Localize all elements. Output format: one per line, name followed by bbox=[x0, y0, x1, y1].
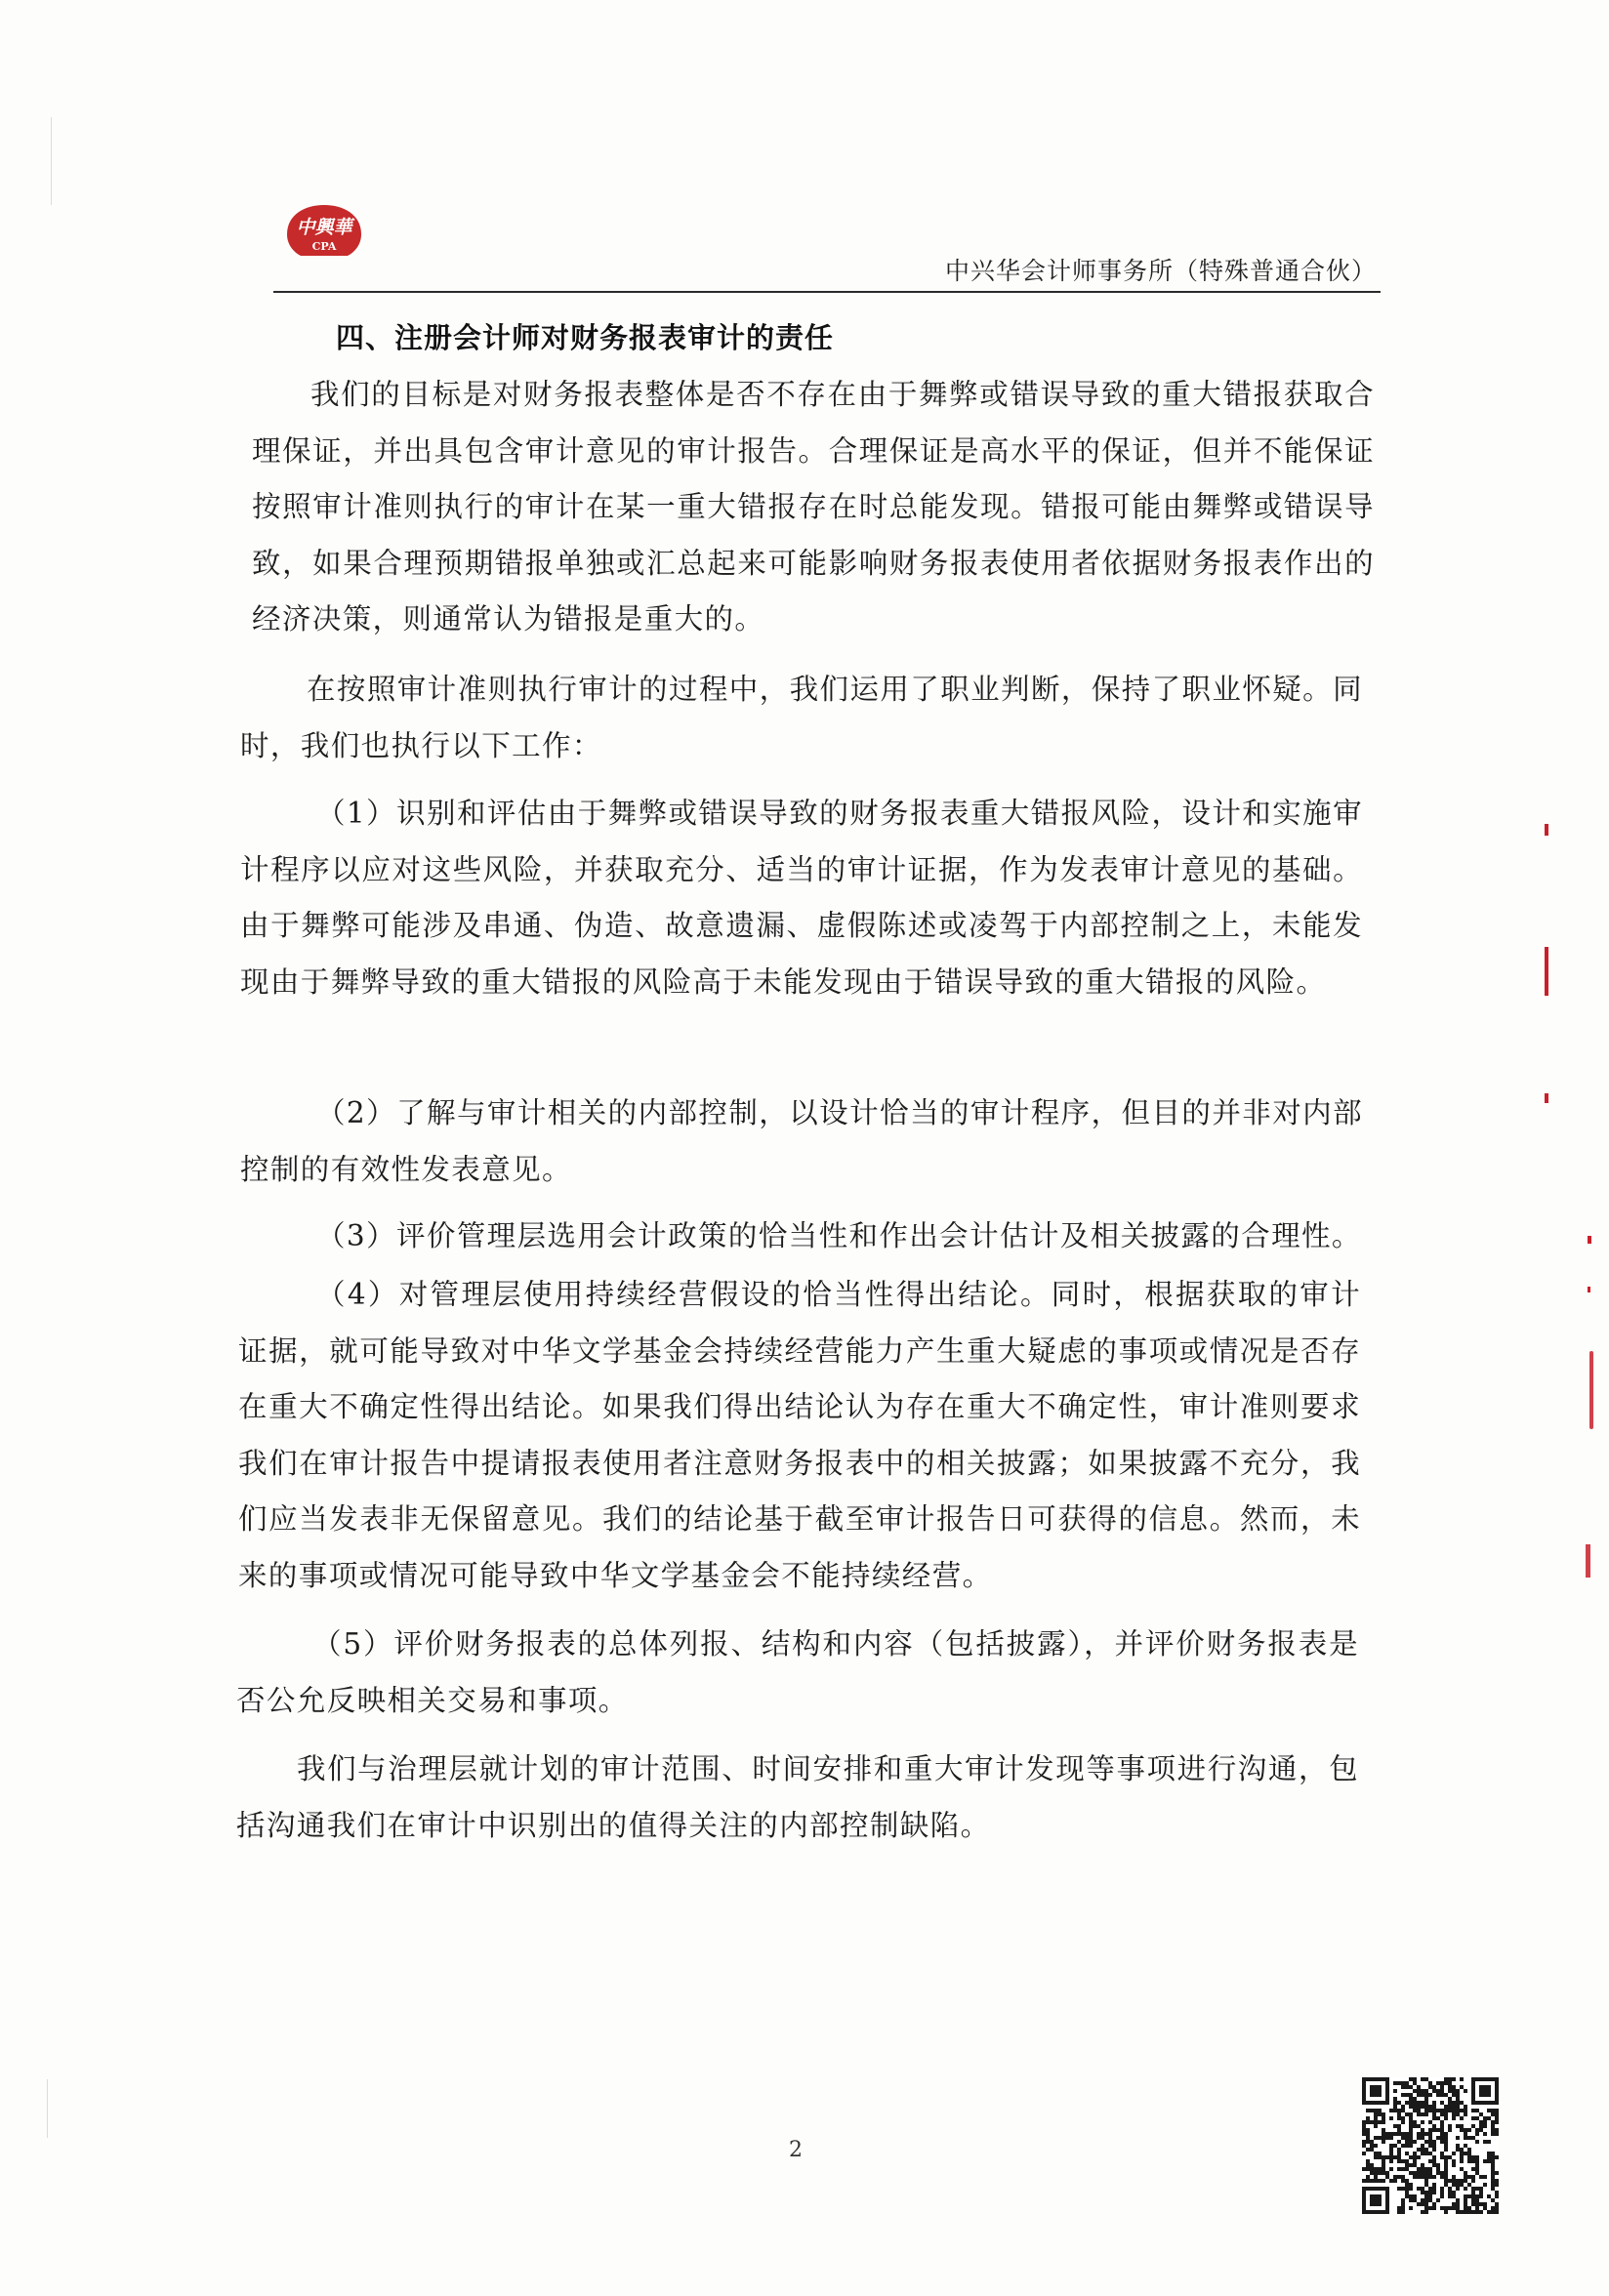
paragraph-communication: 我们与治理层就计划的审计范围、时间安排和重大审计发现等事项进行沟通，包括沟通我们在审计中识别出的值得关注的内部控制缺陷。 bbox=[236, 1752, 1359, 1842]
seal-edge-mark bbox=[1545, 1093, 1548, 1103]
firm-name: 中兴华会计师事务所（特殊普通合伙） bbox=[944, 257, 1377, 285]
paragraph-item-2: （2）了解与审计相关的内部控制，以设计恰当的审计程序，但目的并非对内部控制的有效性发表意见。 bbox=[240, 1096, 1363, 1186]
seal-edge-mark bbox=[1589, 1351, 1593, 1429]
paragraph-procedures-intro: 在按照审计准则执行审计的过程中，我们运用了职业判断，保持了职业怀疑。同时，我们也执行以下工作： bbox=[240, 673, 1363, 762]
seal-edge-mark bbox=[1588, 1236, 1591, 1244]
paragraph-item-4: （4）对管理层使用持续经营假设的恰当性得出结论。同时，根据获取的审计证据，就可能导致对中华文学基金会持续经营能力产生重大疑虑的事项或情况是否存在重大不确定性得出结论。如果我们得出结论认为存在重大不确定性，审计准则要求我们在审计报告中提请报表使用者注意财务报表中的相关披露；如果披露不充分，我们应当发表非无保留意见。我们的结论基于截至审计报告日可获得的信息。然而，未来的事项或情况可能导致中华文学基金会不能持续经营。 bbox=[238, 1278, 1361, 1592]
paragraph-item-5: （5）评价财务报表的总体列报、结构和内容（包括披露），并评价财务报表是否公允反映相关交易和事项。 bbox=[236, 1627, 1359, 1717]
logo-subtext: CPA bbox=[311, 240, 337, 253]
section-title: 四、注册会计师对财务报表审计的责任 bbox=[336, 321, 835, 354]
header-rule bbox=[273, 291, 1381, 293]
paragraph-item-1: （1）识别和评估由于舞弊或错误导致的财务报表重大错报风险，设计和实施审计程序以应对这些风险，并获取充分、适当的审计证据，作为发表审计意见的基础。由于舞弊可能涉及串通、伪造、故意遗漏、虚假陈述或凌驾于内部控制之上，未能发现由于舞弊导致的重大错报的风险高于未能发现由于错误导致的重大错报的风险。 bbox=[240, 797, 1363, 999]
page-number: 2 bbox=[789, 2138, 803, 2162]
seal-edge-mark bbox=[1586, 1544, 1590, 1578]
scan-artifact-line bbox=[47, 2079, 48, 2138]
seal-edge-mark bbox=[1545, 947, 1548, 996]
qr-code-icon bbox=[1362, 2077, 1499, 2214]
paragraph-objective: 我们的目标是对财务报表整体是否不存在由于舞弊或错误导致的重大错报获取合理保证，并出具包含审计意见的审计报告。合理保证是高水平的保证，但并不能保证按照审计准则执行的审计在某一重大错报存在时总能发现。错报可能由舞弊或错误导致，如果合理预期错报单独或汇总起来可能影响财务报表使用者依据财务报表作出的经济决策，则通常认为错报是重大的。 bbox=[252, 378, 1375, 636]
scan-artifact-line bbox=[51, 117, 52, 205]
cpa-firm-logo-icon bbox=[279, 201, 369, 260]
seal-edge-mark bbox=[1588, 1287, 1590, 1292]
logo-text: 中興華 bbox=[296, 217, 352, 238]
seal-edge-mark bbox=[1545, 824, 1548, 836]
paragraph-item-3: （3）评价管理层选用会计政策的恰当性和作出会计估计及相关披露的合理性。 bbox=[316, 1219, 1362, 1252]
